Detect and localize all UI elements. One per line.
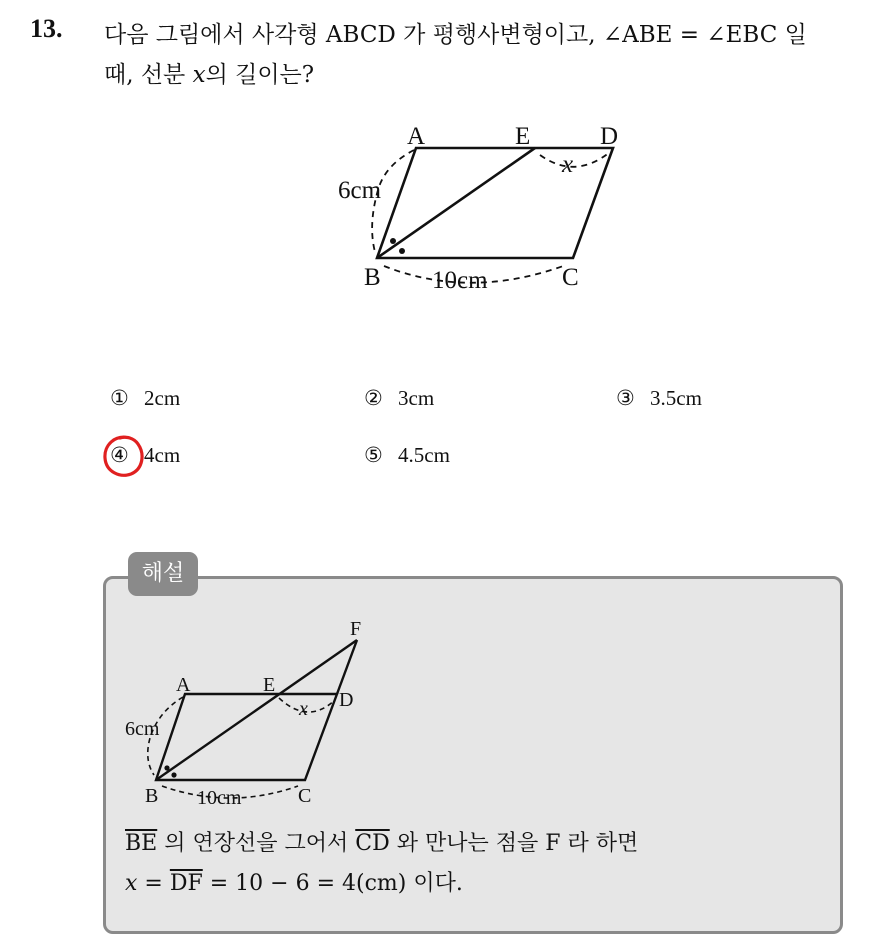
segment-df-label: $\overline{DF}$ [169,871,203,896]
choice-3-mark: ③ [616,386,635,410]
angle-dot-1 [390,238,396,244]
answer-circle-mark [100,432,148,480]
choice-1-mark: ① [110,386,129,410]
choice-5[interactable] [364,443,450,468]
segment-be [377,148,535,258]
sol-label-b: B [145,785,159,807]
question-text-line1: 다음 그림에서 사각형 ABCD 가 평행사변형이고, ∠ABE = ∠EBC 일 [104,22,807,48]
sol-label-bc-length: 10cm [197,787,242,809]
label-e: E [515,123,531,150]
solution-tab: 해설 [128,552,198,596]
label-b: B [364,264,381,291]
solution-result: = 10 − 6 = 4(cm) 이다. [202,871,463,896]
solution-text-mid: 의 연장선을 그어서 [157,831,356,856]
label-x: x [562,151,574,178]
choice-5-text: 4.5cm [398,443,450,467]
sol-label-c: C [298,785,312,807]
choice-5-mark: ⑤ [364,443,383,467]
choice-4-text: 4cm [144,443,181,467]
solution-variable: x [125,871,138,896]
label-c: C [562,264,579,291]
solution-text-end: 와 만나는 점을 F 라 하면 [389,831,639,856]
choice-1[interactable] [110,386,180,411]
solution-text-line1 [125,826,638,857]
solution-eq: = [137,871,170,896]
label-d: D [600,123,619,150]
segment-cd-label: $\overline{CD}$ [355,831,390,856]
dashed-arc-ed [540,152,610,167]
sol-label-d: D [339,689,354,711]
sol-label-ab-length: 6cm [125,718,160,740]
sol-label-x: x [299,698,308,720]
choice-3-text: 3.5cm [650,386,702,410]
sol-label-a: A [176,674,191,696]
dashed-arc-ab [372,150,414,252]
choice-4-mark: ④ [110,443,129,467]
question-text-post: 의 길이는? [205,62,315,88]
choice-2-text: 3cm [398,386,435,410]
choice-2[interactable] [364,386,434,411]
dashed-arc-bc [384,265,566,283]
question-variable: x [192,62,206,88]
question-text-line2 [104,56,314,89]
choice-1-text: 2cm [144,386,181,410]
sol-label-f: F [350,618,362,640]
label-bc-length: 10cm [432,267,488,294]
label-ab-length: 6cm [338,177,382,204]
segment-be-label: $\overline{BE}$ [125,831,158,856]
parallelogram-abcd [377,148,613,258]
choice-3[interactable] [616,386,702,411]
label-a: A [407,123,426,150]
question-number: 13. [30,14,63,43]
sol-label-e: E [263,674,276,696]
question-text-pre: 때, 선분 [104,62,193,88]
choice-2-mark: ② [364,386,383,410]
angle-dot-2 [399,248,405,254]
solution-text-line2 [125,866,463,897]
